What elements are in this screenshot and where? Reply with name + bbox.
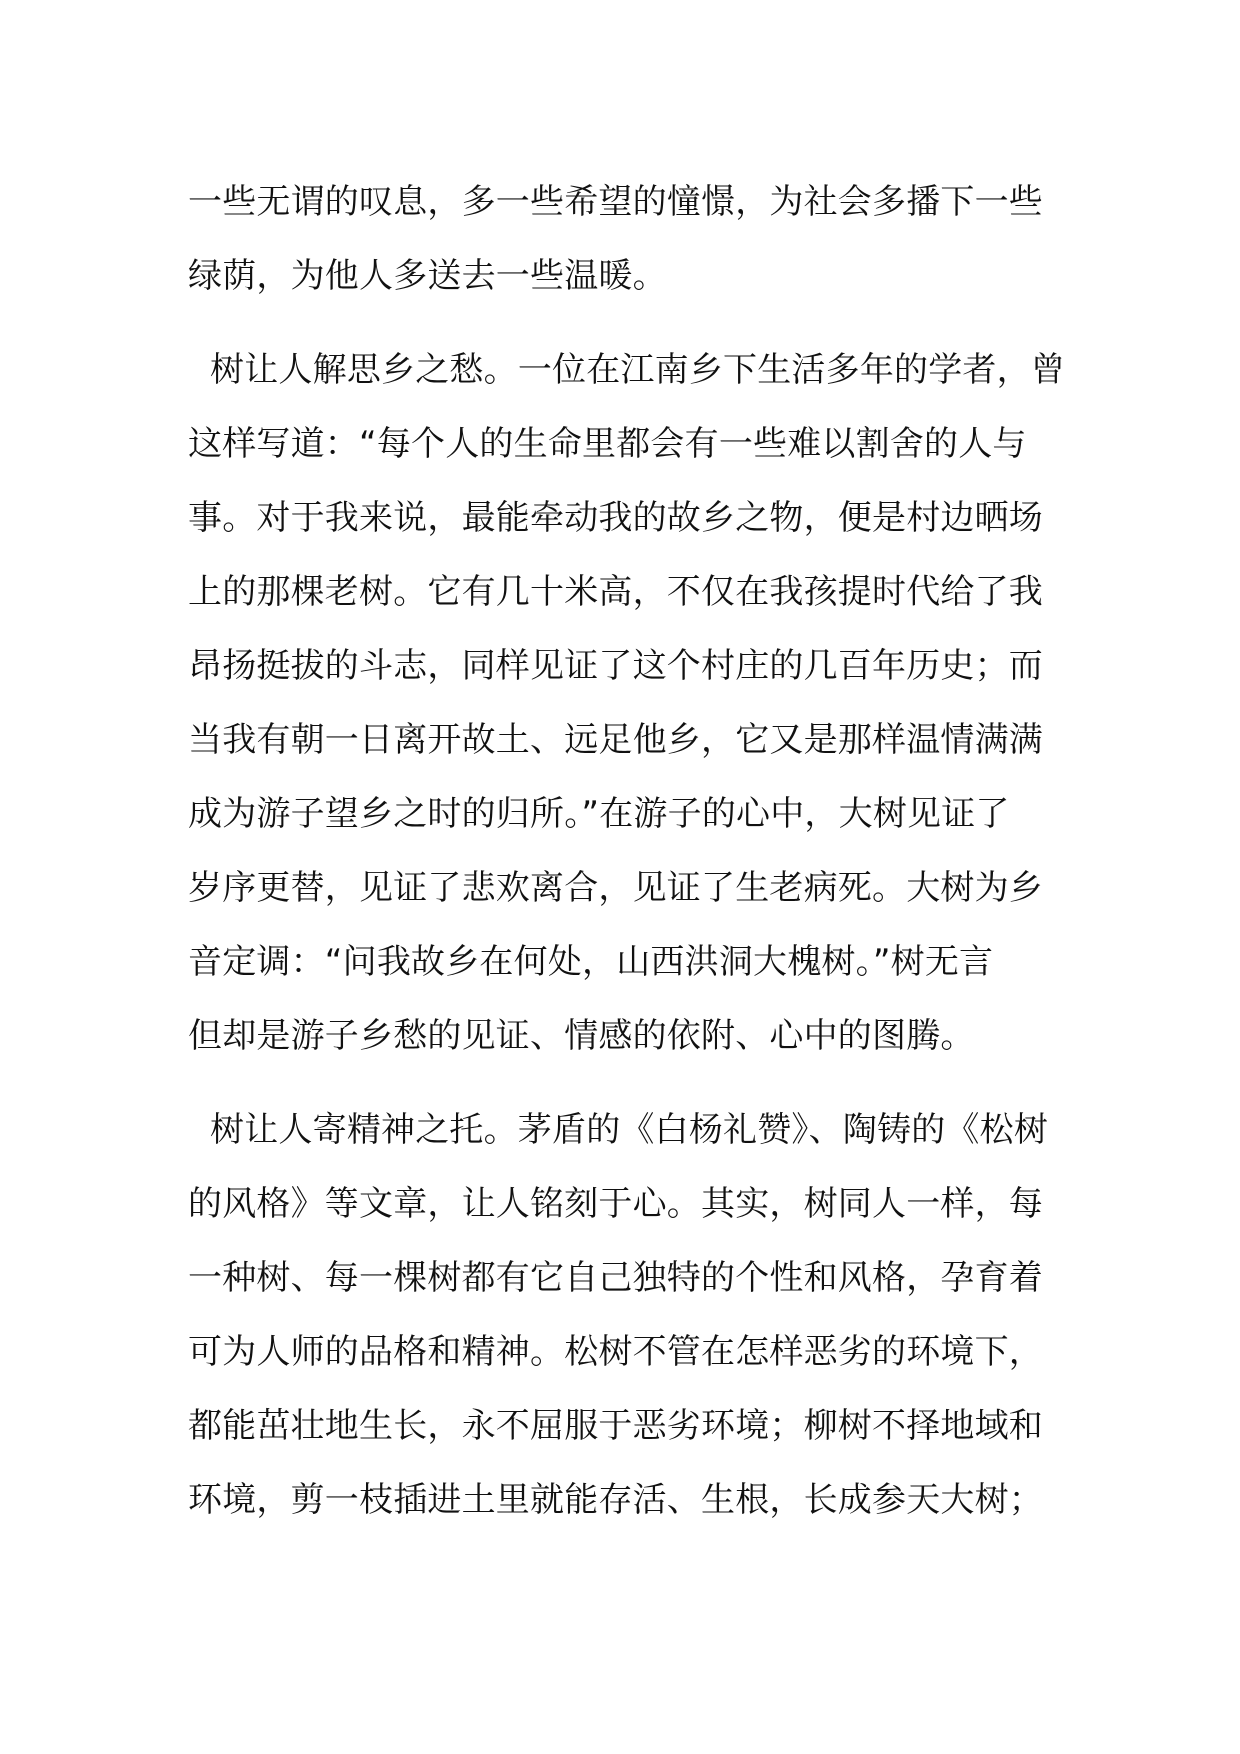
text-line: 环境，剪一枝插进土里就能存活、生根，长成参天大树； xyxy=(188,1480,1043,1520)
paragraph-gap xyxy=(188,1073,1068,1093)
text-line: 但却是游子乡愁的见证、情感的依附、心中的图腾。 xyxy=(188,1016,975,1056)
text-line: 岁序更替，见证了悲欢离合，见证了生老病死。大树为乡 xyxy=(188,868,1043,908)
text-line: 上的那棵老树。它有几十米高，不仅在我孩提时代给了我 xyxy=(188,572,1043,612)
text-line: 当我有朝一日离开故土、远足他乡，它又是那样温情满满 xyxy=(188,720,1043,760)
text-line: 成为游子望乡之时的归所。”在游子的心中，大树见证了 xyxy=(188,794,1010,834)
text-line: 音定调：“问我故乡在何处，山西洪洞大槐树。”树无言 xyxy=(188,942,994,982)
body-text xyxy=(188,165,1068,1537)
paragraph-gap xyxy=(188,313,1068,333)
text-line: 的风格》等文章，让人铭刻于心。其实，树同人一样，每 xyxy=(188,1184,1043,1224)
text-line: 昂扬挺拔的斗志，同样见证了这个村庄的几百年历史；而 xyxy=(188,646,1043,686)
text-line: 一种树、每一棵树都有它自己独特的个性和风格，孕育着 xyxy=(188,1258,1043,1298)
text-line: 树让人寄精神之托。茅盾的《白杨礼赞》、陶铸的《松树 xyxy=(188,1110,1049,1150)
text-line: 可为人师的品格和精神。松树不管在怎样恶劣的环境下， xyxy=(188,1332,1043,1372)
text-line: 树让人解思乡之愁。一位在江南乡下生活多年的学者，曾 xyxy=(188,350,1066,390)
text-line: 绿荫，为他人多送去一些温暖。 xyxy=(188,256,667,296)
text-line: 一些无谓的叹息，多一些希望的憧憬，为社会多播下一些 xyxy=(188,182,1043,222)
text-line: 这样写道：“每个人的生命里都会有一些难以割舍的人与 xyxy=(188,424,1027,464)
text-line: 都能茁壮地生长，永不屈服于恶劣环境；柳树不择地域和 xyxy=(188,1406,1043,1446)
text-line: 事。对于我来说，最能牵动我的故乡之物，便是村边晒场 xyxy=(188,498,1043,538)
